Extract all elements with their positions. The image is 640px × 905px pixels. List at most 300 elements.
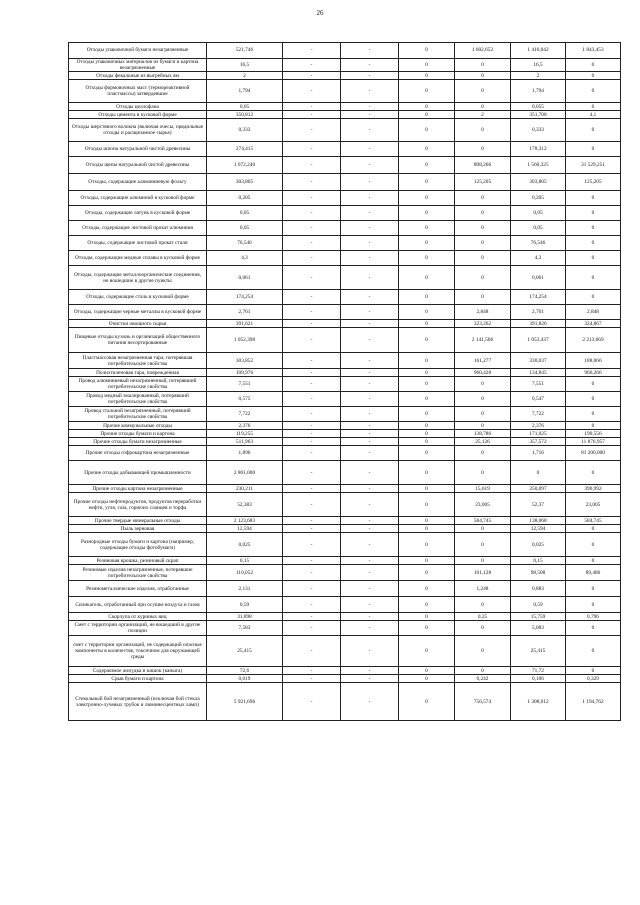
value-cell: 1 052,398 [207,328,283,353]
value-cell: 0 [566,59,621,72]
value-cell: 0 [399,422,455,430]
value-cell: - [283,59,341,72]
value-cell: 0 [566,581,621,597]
value-cell: - [341,236,399,251]
waste-name-cell: Прочие отходы нефтепродуктов, продуктов переработки нефти, угля, газа, горючих сланцев и торфа [69,493,207,517]
value-cell: 0 [455,80,511,103]
value-cell: - [341,675,399,683]
value-cell: 0,25 [455,613,511,621]
value-cell: 1,794 [207,80,283,103]
value-cell: - [283,621,341,636]
value-cell: - [283,581,341,597]
waste-name-cell: Отходы формовочных масс (термореактивной пластмассы) затвердевшие [69,80,207,103]
table-row [69,636,621,667]
value-cell: - [283,119,341,142]
table-row [69,59,621,72]
value-cell: - [283,328,341,353]
table-row [69,290,621,305]
value-cell: 2,376 [207,422,283,430]
value-cell: 4,1 [566,111,621,119]
value-cell: - [283,142,341,157]
table-row [69,392,621,407]
table-row [69,525,621,533]
value-cell: 1,896 [207,446,283,461]
value-cell: 0 [566,597,621,613]
value-cell: 808,266 [455,157,511,174]
waste-name-cell: Пыль зерновая [69,525,207,533]
waste-name-cell: Прочие отходы бумаги незагрязненные [69,438,207,446]
waste-name-cell: Провод медный эмалированный, потерявший потребительские свойства [69,392,207,407]
value-cell: 0 [399,525,455,533]
table-row [69,377,621,392]
value-cell: - [283,430,341,438]
waste-name-cell: Отходы упаковочной бумаги незагрязненные [69,43,207,59]
value-cell: 134,845 [511,369,566,377]
value-cell: 0 [399,142,455,157]
value-cell: - [341,461,399,485]
waste-name-cell: Прочие твердые минеральные отходы [69,517,207,525]
value-cell: 0 [399,597,455,613]
value-cell: - [341,80,399,103]
value-cell: - [283,72,341,80]
table-row [69,119,621,142]
waste-name-cell: Отходы, содержащие латунь в кусковой форме [69,206,207,221]
waste-name-cell: Прочие коммунальные отходы [69,422,207,430]
waste-name-cell: Прочие отходы гофрокартона незагрязненные [69,446,207,461]
value-cell: - [341,157,399,174]
value-cell: - [341,59,399,72]
value-cell: 351,708 [511,111,566,119]
value-cell: - [283,43,341,59]
table-row [69,328,621,353]
table-row [69,142,621,157]
value-cell: - [341,111,399,119]
value-cell: 0 [399,533,455,557]
table-row [69,422,621,430]
value-cell: 0 [566,377,621,392]
waste-name-cell: Прочие отходы добывающей промышленности [69,461,207,485]
value-cell: 0,333 [511,119,566,142]
value-cell: 0,15 [207,557,283,565]
value-cell: 1,248 [455,581,511,597]
value-cell: 0 [399,392,455,407]
table-row [69,103,621,111]
waste-name-cell: Отходы, содержащие алюминиевую фольгу [69,174,207,191]
table-row [69,251,621,266]
value-cell: - [283,565,341,581]
value-cell: - [341,565,399,581]
value-cell: - [283,353,341,369]
value-cell: 0 [455,59,511,72]
value-cell: 0 [455,206,511,221]
value-cell: 0 [399,683,455,721]
table-row [69,72,621,80]
value-cell: - [341,251,399,266]
value-cell: 0 [399,407,455,422]
value-cell: - [341,525,399,533]
value-cell: - [341,485,399,493]
table-row [69,597,621,613]
table-row [69,446,621,461]
value-cell: 0 [399,103,455,111]
value-cell: 0 [455,377,511,392]
value-cell: 0,205 [207,191,283,206]
waste-name-cell: Прочие отходы бумаги и картона [69,430,207,438]
value-cell: - [341,353,399,369]
value-cell: 0 [566,422,621,430]
waste-name-cell: Провод алюминиевый незагрязненный, потерявший потребительские свойства [69,377,207,392]
value-cell: 0 [399,320,455,328]
value-cell: - [283,111,341,119]
value-cell: 0 [399,636,455,667]
value-cell: 0 [399,111,455,119]
value-cell: - [283,667,341,675]
value-cell: 0 [455,667,511,675]
value-cell: 0 [455,236,511,251]
value-cell: 0 [566,221,621,236]
value-cell: - [341,320,399,328]
value-cell: - [283,369,341,377]
value-cell: - [341,103,399,111]
value-cell: 274,415 [207,142,283,157]
value-cell: 0 [399,59,455,72]
value-cell: 511,963 [207,438,283,446]
value-cell: 190,556 [566,430,621,438]
value-cell: 25,415 [207,636,283,667]
value-cell: - [341,377,399,392]
value-cell: 7,722 [511,407,566,422]
value-cell: 0,025 [511,533,566,557]
value-cell: 0 [399,565,455,581]
value-cell: 0,05 [207,221,283,236]
value-cell: 0 [455,461,511,485]
value-cell: 25,126 [455,438,511,446]
value-cell: 0 [455,72,511,80]
value-cell: - [341,517,399,525]
value-cell: 15,619 [455,485,511,493]
value-cell: 0,055 [511,103,566,111]
value-cell: 1 194,762 [566,683,621,721]
waste-name-cell: Отходы, содержащие металлоорганические соединения, не вошедшие в другие пункты [69,266,207,290]
value-cell: 52,37 [511,493,566,517]
value-cell: 81 200,000 [566,446,621,461]
table-row [69,43,621,59]
value-cell: 0 [455,446,511,461]
value-cell: 5,083 [511,621,566,636]
waste-name-cell: Смет с территории организаций, не вошедший в другие позиции [69,621,207,636]
value-cell: 0,05 [207,103,283,111]
value-cell: 0 [399,251,455,266]
value-cell: - [341,597,399,613]
value-cell: - [283,80,341,103]
value-cell: 0 [455,266,511,290]
value-cell: - [341,667,399,675]
value-cell: - [283,221,341,236]
value-cell: 89,486 [566,565,621,581]
page-number: 26 [316,9,324,17]
value-cell: 2,848 [566,305,621,320]
value-cell: 1,716 [511,446,566,461]
value-cell: 960,428 [455,369,511,377]
value-cell: - [341,446,399,461]
table-row [69,581,621,597]
value-cell: - [341,533,399,557]
value-cell: 0 [399,485,455,493]
waste-name-cell: Отходы фекальные из выгребных ям [69,72,207,80]
waste-name-cell: Отходы цемента в кусковой форме [69,111,207,119]
value-cell: - [283,461,341,485]
value-cell: 0 [566,525,621,533]
value-cell: 23,005 [566,493,621,517]
value-cell: - [283,174,341,191]
value-cell: 0 [455,533,511,557]
value-cell: 0 [399,353,455,369]
value-cell: 1 072,240 [207,157,283,174]
value-cell: 25,415 [511,636,566,667]
table-row [69,485,621,493]
value-cell: - [283,266,341,290]
value-cell: 0 [399,581,455,597]
waste-name-cell: Разнородные отходы бумаги и картона (например, содержащие отходы фотобумаги) [69,533,207,557]
table-row [69,533,621,557]
value-cell: 0 [455,142,511,157]
value-cell: - [283,493,341,517]
table-row [69,667,621,675]
value-cell: - [283,636,341,667]
value-cell: 0,019 [207,675,283,683]
value-cell: 0 [566,557,621,565]
value-cell: 2 861,000 [207,461,283,485]
waste-name-cell: Резиновая крошка, резиновый скрап [69,557,207,565]
table-row [69,493,621,517]
value-cell: 0 [566,103,621,111]
waste-name-cell: Провод стальной незагрязненный, потерявший потребительские свойства [69,407,207,422]
value-cell: 0 [399,119,455,142]
table-row [69,557,621,565]
value-cell: 0,061 [511,266,566,290]
waste-table [68,42,621,721]
waste-name-cell: Отходы, содержащие алюминий в кусковой форме [69,191,207,206]
waste-name-cell: Отходы шпона натуральной чистой древесины [69,142,207,157]
waste-name-cell: Отходы упаковочных материалов из бумаги и картона незагрязненные [69,59,207,72]
value-cell: 0,883 [511,581,566,597]
value-cell: - [341,174,399,191]
value-cell: 125,205 [566,174,621,191]
value-cell: 0 [399,377,455,392]
value-cell: - [283,206,341,221]
value-cell: 0 [455,251,511,266]
value-cell: 0 [455,525,511,533]
table-row [69,621,621,636]
value-cell: - [341,392,399,407]
value-cell: 0,59 [207,597,283,613]
value-cell: 0 [566,142,621,157]
waste-name-cell: Стекольный бой незагрязненный (исключая бой стекла электронно-лучевых трубок и люминесцентных ламп) [69,683,207,721]
value-cell: 0,575 [207,392,283,407]
value-cell: - [283,613,341,621]
value-cell: 391,621 [207,320,283,328]
value-cell: - [341,422,399,430]
value-cell: - [283,305,341,320]
value-cell: 0 [566,251,621,266]
value-cell: - [341,369,399,377]
value-cell: - [283,377,341,392]
value-cell: 0 [455,621,511,636]
value-cell: 0 [399,446,455,461]
waste-name-cell: Отходы щепы натуральной чистой древесины [69,157,207,174]
value-cell: 0 [399,438,455,446]
value-cell: 0 [566,119,621,142]
value-cell: 2 [207,72,283,80]
value-cell: 0,05 [511,221,566,236]
value-cell: - [341,493,399,517]
table-row [69,221,621,236]
value-cell: 1,794 [511,80,566,103]
value-cell: 71,72 [511,667,566,675]
value-cell: 303,805 [207,174,283,191]
value-cell: 756,574 [455,683,511,721]
value-cell: 0 [566,266,621,290]
value-cell: 0 [399,266,455,290]
table-row [69,407,621,422]
value-cell: 0 [399,613,455,621]
value-cell: 0,061 [207,266,283,290]
value-cell: 72,6 [207,667,283,675]
table-row [69,111,621,119]
value-cell: 391,826 [511,320,566,328]
value-cell: 31 529,251 [566,157,621,174]
table-row [69,206,621,221]
value-cell: 0 [399,43,455,59]
value-cell: 7,551 [511,377,566,392]
value-cell: - [283,236,341,251]
table-row [69,305,621,320]
value-cell: 0,15 [511,557,566,565]
table-row [69,353,621,369]
value-cell: - [283,683,341,721]
table-row [69,517,621,525]
value-cell: 11 876,957 [566,438,621,446]
waste-name-cell: Скорлупа от куриных яиц [69,613,207,621]
waste-name-cell: Содержимое желудка и кишок (каныга) [69,667,207,675]
value-cell: - [283,407,341,422]
waste-table-body [69,43,621,721]
value-cell: 0 [566,636,621,667]
value-cell: 357,572 [511,438,566,446]
value-cell: 0 [455,407,511,422]
value-cell: 330,037 [511,353,566,369]
value-cell: 0 [511,461,566,485]
value-cell: 12,594 [511,525,566,533]
waste-name-cell: Полиэтиленовая тара, поврежденная [69,369,207,377]
value-cell: 98,508 [511,565,566,581]
value-cell: 0,333 [207,119,283,142]
value-cell: 0 [455,221,511,236]
waste-name-cell: Прочие отходы картона незагрязненные [69,485,207,493]
value-cell: 0 [566,72,621,80]
value-cell: 2 [455,111,511,119]
value-cell: - [341,636,399,667]
value-cell: 101,128 [455,565,511,581]
value-cell: 7,583 [207,621,283,636]
waste-name-cell: Резинометаллические изделия, отработанные [69,581,207,597]
value-cell: 0 [455,422,511,430]
table-row [69,320,621,328]
value-cell: 0 [399,221,455,236]
value-cell: 2 213,669 [566,328,621,353]
value-cell: - [341,438,399,446]
value-cell: - [283,517,341,525]
value-cell: 0 [399,493,455,517]
value-cell: 0 [399,305,455,320]
value-cell: 0 [566,407,621,422]
value-cell: - [341,621,399,636]
value-cell: - [341,72,399,80]
value-cell: 303,805 [511,174,566,191]
value-cell: 324,867 [566,320,621,328]
waste-name-cell: Пищевые отходы кухонь и организаций общественного питания несортированные [69,328,207,353]
value-cell: 584,745 [566,517,621,525]
table-row [69,565,621,581]
value-cell: 0 [399,72,455,80]
value-cell: - [283,251,341,266]
value-cell: 0 [455,392,511,407]
value-cell: 110,052 [207,565,283,581]
table-row [69,613,621,621]
value-cell: 0 [399,667,455,675]
value-cell: 0 [455,636,511,667]
value-cell: 138,786 [455,430,511,438]
value-cell: 0 [566,206,621,221]
value-cell: - [341,119,399,142]
value-cell: 12,594 [207,525,283,533]
value-cell: - [341,683,399,721]
table-row [69,80,621,103]
value-cell: 0 [399,517,455,525]
value-cell: 4,3 [207,251,283,266]
value-cell: 0 [566,621,621,636]
value-cell: 0 [455,290,511,305]
value-cell: 2,131 [207,581,283,597]
value-cell: 109,976 [207,369,283,377]
value-cell: 0 [399,290,455,305]
value-cell: 161,277 [455,353,511,369]
value-cell: - [283,485,341,493]
value-cell: - [341,191,399,206]
value-cell: 7,551 [207,377,283,392]
value-cell: 350,812 [207,111,283,119]
value-cell: - [341,206,399,221]
value-cell: - [341,290,399,305]
value-cell: 1 560,325 [511,157,566,174]
value-cell: 2 123,683 [207,517,283,525]
value-cell: 1 602,652 [455,43,511,59]
value-cell: 2,376 [511,422,566,430]
value-cell: - [283,422,341,430]
value-cell: 0 [399,236,455,251]
table-row [69,461,621,485]
waste-name-cell: Пластмассовая незагрязненная тара, потерявшая потребительские свойства [69,353,207,369]
value-cell: 390,992 [566,485,621,493]
table-row [69,191,621,206]
waste-name-cell: Срыв бумаги и картона [69,675,207,683]
value-cell: 1 416,042 [511,43,566,59]
value-cell: 2 [511,72,566,80]
value-cell: 0,05 [207,206,283,221]
value-cell: 0 [455,119,511,142]
value-cell: 15,759 [511,613,566,621]
value-cell: - [341,407,399,422]
